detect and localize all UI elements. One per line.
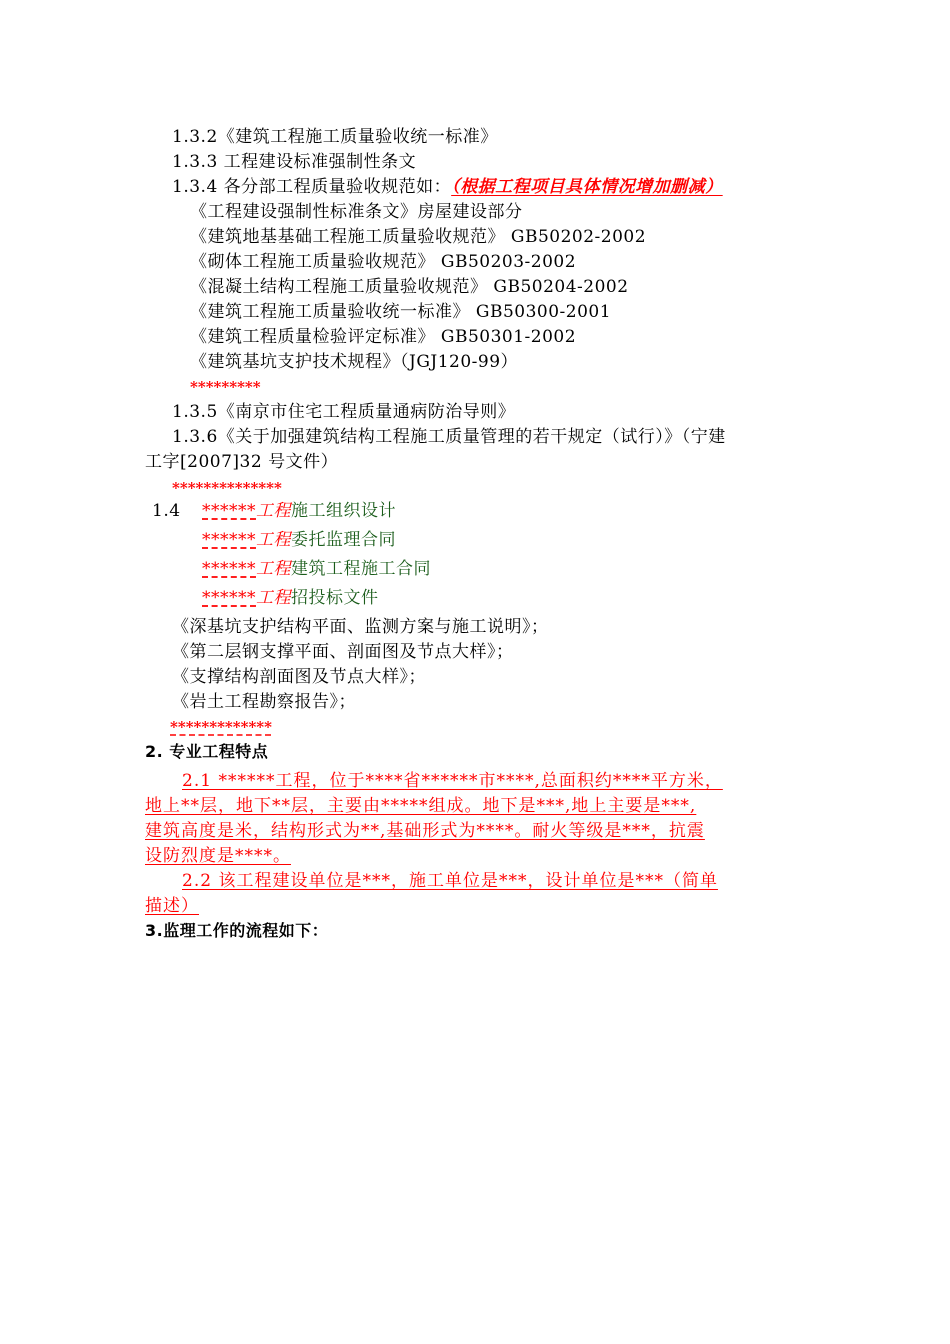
- adjust-note: （根据工程项目具体情况增加删减）: [451, 177, 723, 197]
- project-word: 工程: [256, 559, 291, 579]
- section-2-heading: 2. 专业工程特点: [145, 742, 269, 761]
- project-stars: ******: [202, 530, 256, 550]
- code-item: 《建筑工程施工质量验收统一标准》 GB50300-2001: [190, 302, 612, 322]
- section-2-1-line: 设防烈度是****。: [145, 846, 291, 866]
- project-word: 工程: [256, 588, 291, 608]
- standard-1-3-3: 1.3.3 工程建设标准强制性条文: [172, 152, 417, 172]
- drawing-item: 《第二层钢支撑平面、剖面图及节点大样》；: [172, 642, 514, 662]
- project-word: 工程: [256, 501, 291, 521]
- section-2-1-line: 2.1 ******工程，位于****省******市****,总面积约****平方米，: [182, 771, 723, 791]
- standard-1-3-4: [172, 176, 723, 198]
- drawing-item: 《支撑结构剖面图及节点大样》；: [172, 667, 426, 687]
- standard-1-3-6-line2: 工字[2007]32 号文件）: [145, 452, 339, 472]
- project-doc-item: [202, 500, 396, 522]
- standard-1-3-2: 1.3.2《建筑工程施工质量验收统一标准》: [172, 127, 498, 147]
- code-item: 《建筑地基基础工程施工质量验收规范》 GB50202-2002: [190, 227, 647, 247]
- code-item: 《混凝土结构工程施工质量验收规范》 GB50204-2002: [190, 277, 629, 297]
- section-3-heading: 3.监理工作的流程如下：: [145, 921, 329, 940]
- project-doc-item: [202, 558, 431, 580]
- project-doc-title: 委托监理合同: [291, 530, 396, 550]
- section-2-2-line: 2.2 该工程建设单位是***，施工单位是***，设计单位是***（简单: [182, 871, 718, 891]
- standard-1-3-5: 1.3.5《南京市住宅工程质量通病防治导则》: [172, 402, 516, 422]
- placeholder-stars: *********: [190, 378, 261, 396]
- project-stars: ******: [202, 588, 256, 608]
- code-item: 《砌体工程施工质量验收规范》 GB50203-2002: [190, 252, 577, 272]
- project-doc-title: 施工组织设计: [291, 501, 396, 521]
- section-2-1-line: 地上**层，地下**层，主要由*****组成。地下是***,地上主要是***,: [145, 796, 697, 816]
- code-item: 《建筑工程质量检验评定标准》 GB50301-2002: [190, 327, 577, 347]
- section-2-2-line: 描述）: [145, 896, 199, 916]
- section-1-4-number: 1.4: [152, 501, 181, 521]
- project-stars: ******: [202, 501, 256, 521]
- section-2-1-line: 建筑高度是米，结构形式为**,基础形式为****。耐火等级是***，抗震: [145, 821, 705, 841]
- placeholder-stars: **************: [172, 479, 282, 497]
- project-doc-item: [202, 587, 379, 609]
- drawing-item: 《岩土工程勘察报告》；: [172, 692, 356, 712]
- project-word: 工程: [256, 530, 291, 550]
- project-doc-title: 招投标文件: [291, 588, 379, 608]
- drawing-item: 《深基坑支护结构平面、监测方案与施工说明》；: [172, 617, 549, 637]
- project-stars: ******: [202, 559, 256, 579]
- standard-1-3-4-label: 1.3.4 各分部工程质量验收规范如：: [172, 177, 452, 197]
- project-doc-title: 建筑工程施工合同: [291, 559, 431, 579]
- placeholder-stars: *************: [170, 718, 272, 736]
- standard-1-3-6-line1: 1.3.6《关于加强建筑结构工程施工质量管理的若干规定（试行）》（宁建: [172, 427, 726, 447]
- project-doc-item: [202, 529, 396, 551]
- code-item: 《建筑基坑支护技术规程》（JGJ120-99）: [190, 352, 519, 372]
- code-item: 《工程建设强制性标准条文》房屋建设部分: [190, 202, 523, 222]
